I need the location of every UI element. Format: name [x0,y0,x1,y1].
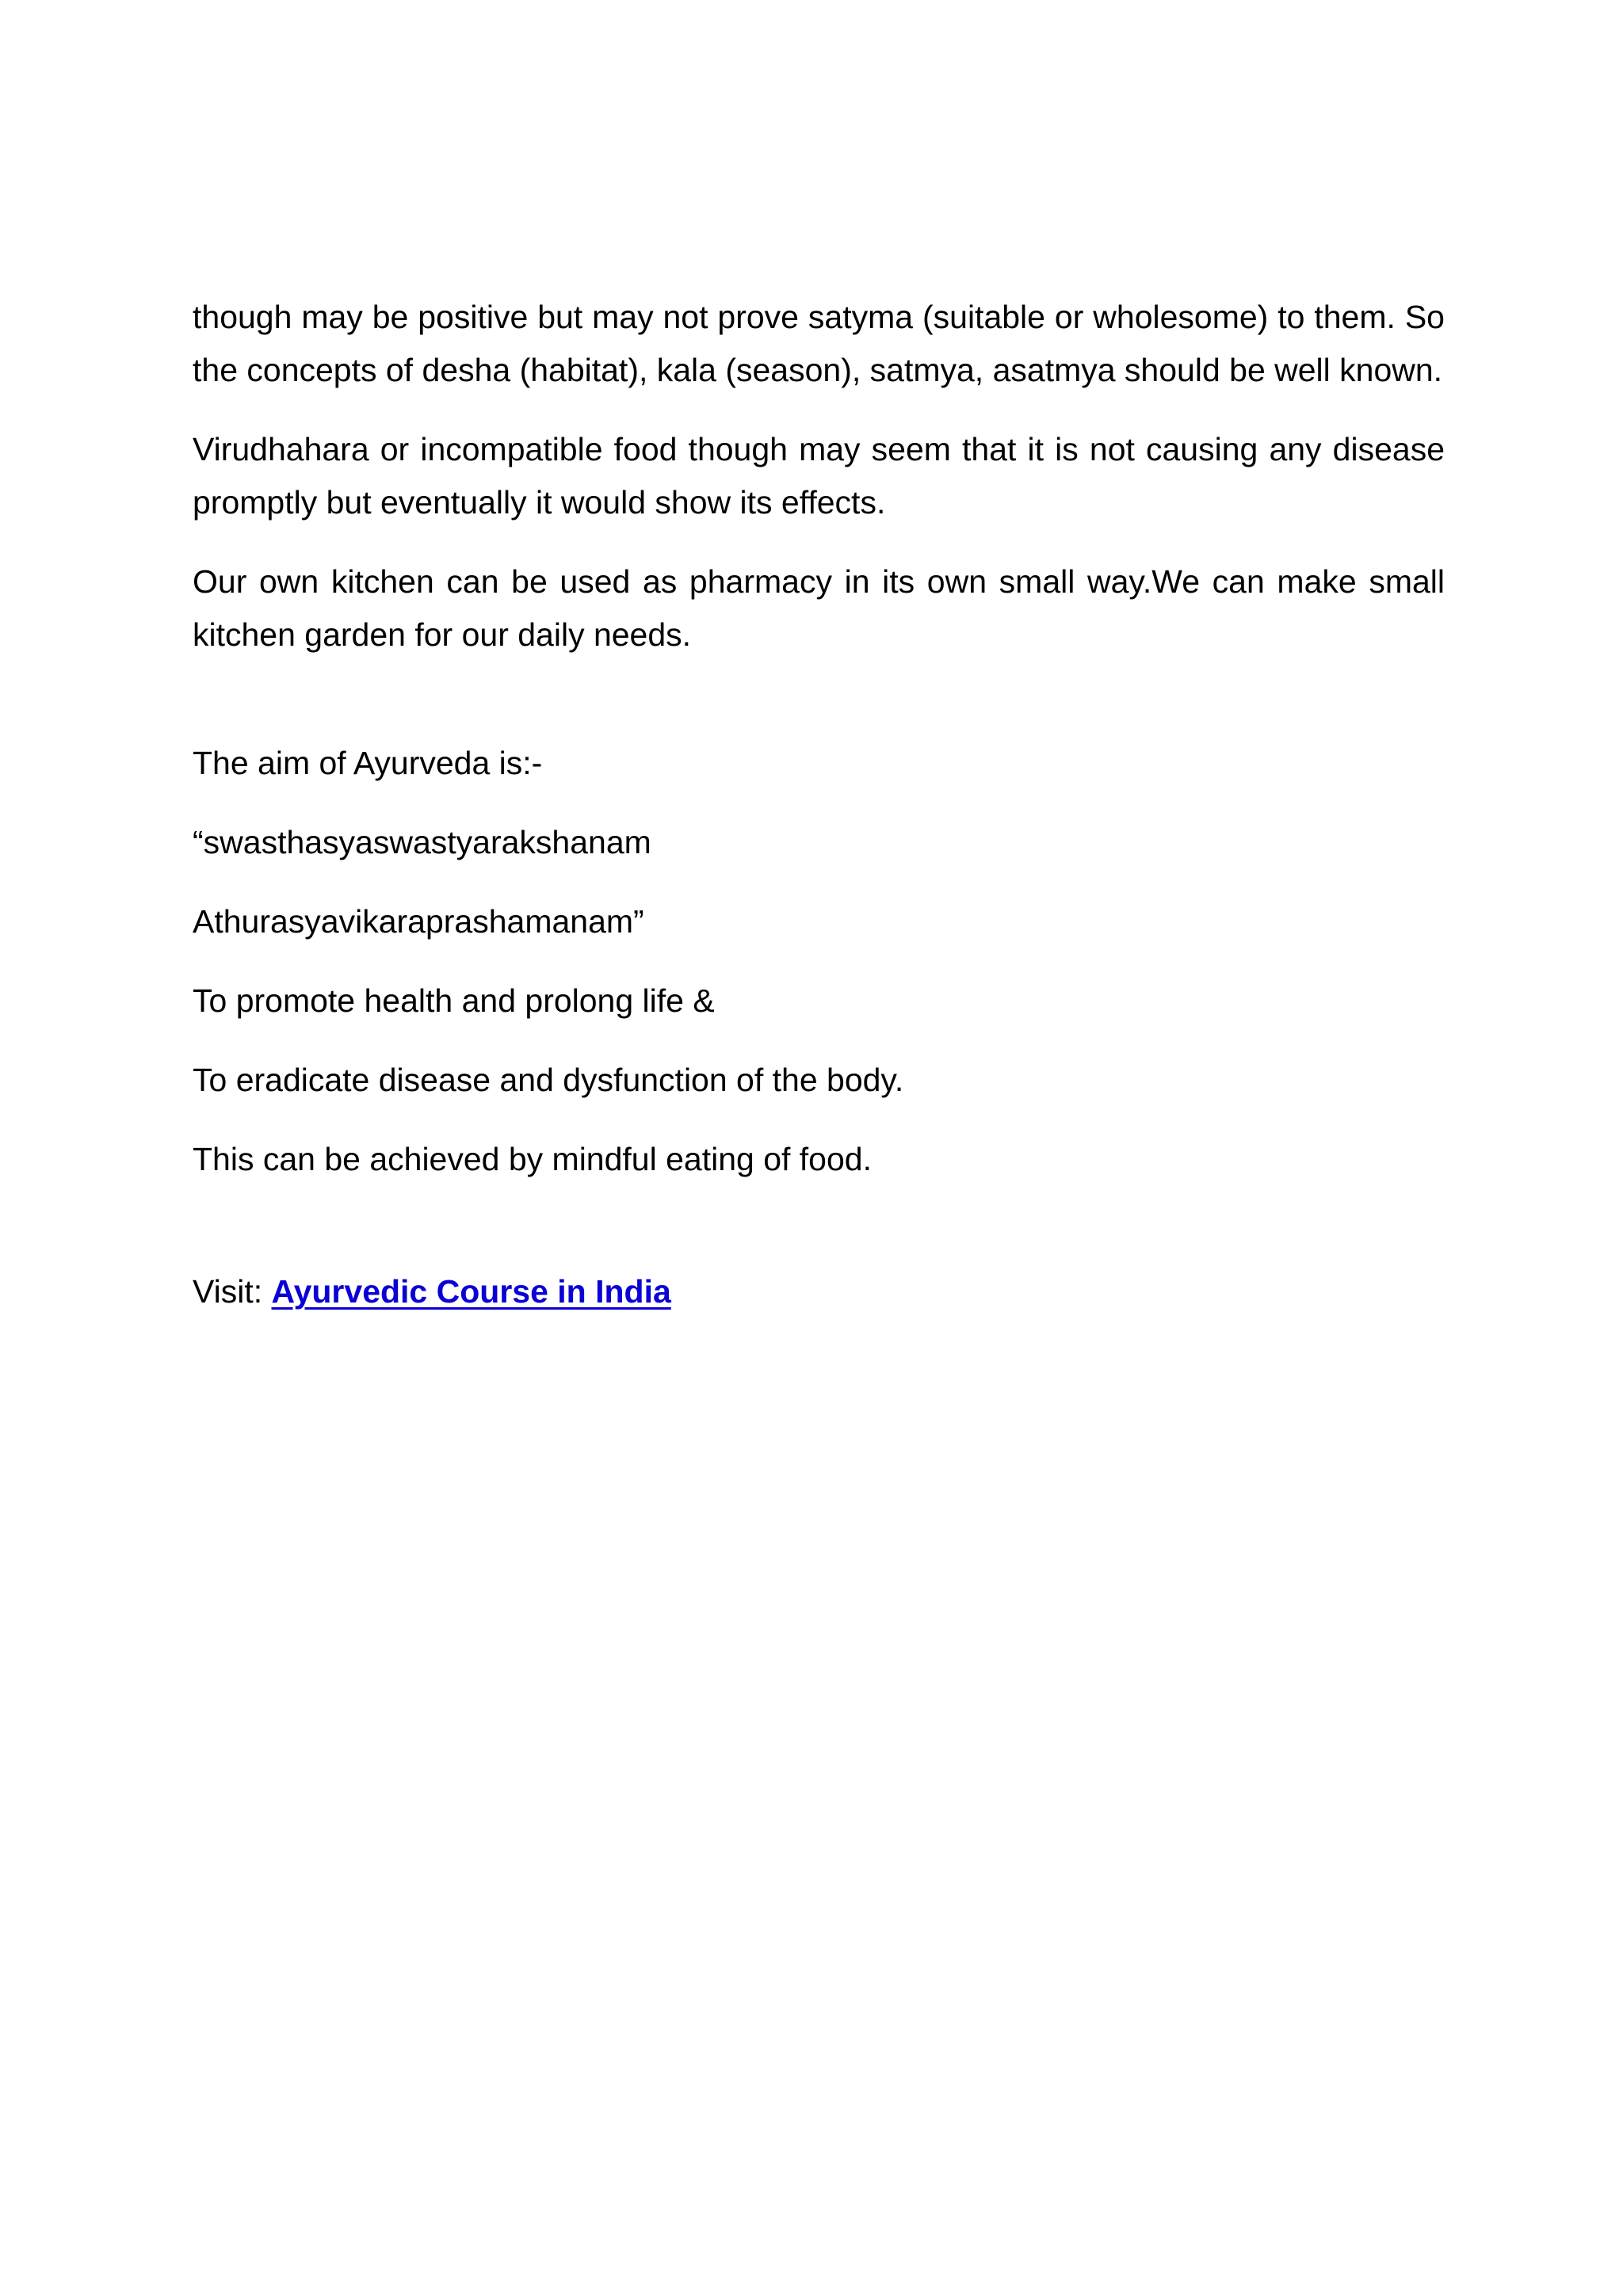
verse-line-2: Athurasyavikaraprashamanam” [193,903,644,940]
paragraph-satmya: though may be positive but may not prove satyma (suitable or wholesome) to them. So the concepts of desha (habitat), kala (season), satmya, asatmya should be well known. [193,299,1445,388]
visit-line [193,1265,1445,1318]
spacer [193,688,1445,737]
visit-label: Visit: [193,1273,272,1310]
aim-heading: The aim of Ayurveda is:- [193,745,543,781]
aim-point-disease: To eradicate disease and dysfunction of the body. [193,1062,904,1098]
conclusion-text: This can be achieved by mindful eating of food. [193,1141,872,1177]
ayurvedic-course-link[interactable]: Ayurvedic Course in India [271,1273,671,1310]
verse-line-1: “swasthasyaswastyarakshanam [193,824,651,860]
document-body [193,291,1445,1344]
paragraph-virudhahara: Virudhahara or incompatible food though may seem that it is not causing any disease promptly but eventually it would show its effects. [193,431,1445,521]
aim-point-health: To promote health and prolong life & [193,982,715,1019]
paragraph-kitchen-pharmacy: Our own kitchen can be used as pharmacy in its own small way.We can make small kitchen garden for our daily needs. [193,563,1445,653]
spacer [193,1212,1445,1265]
